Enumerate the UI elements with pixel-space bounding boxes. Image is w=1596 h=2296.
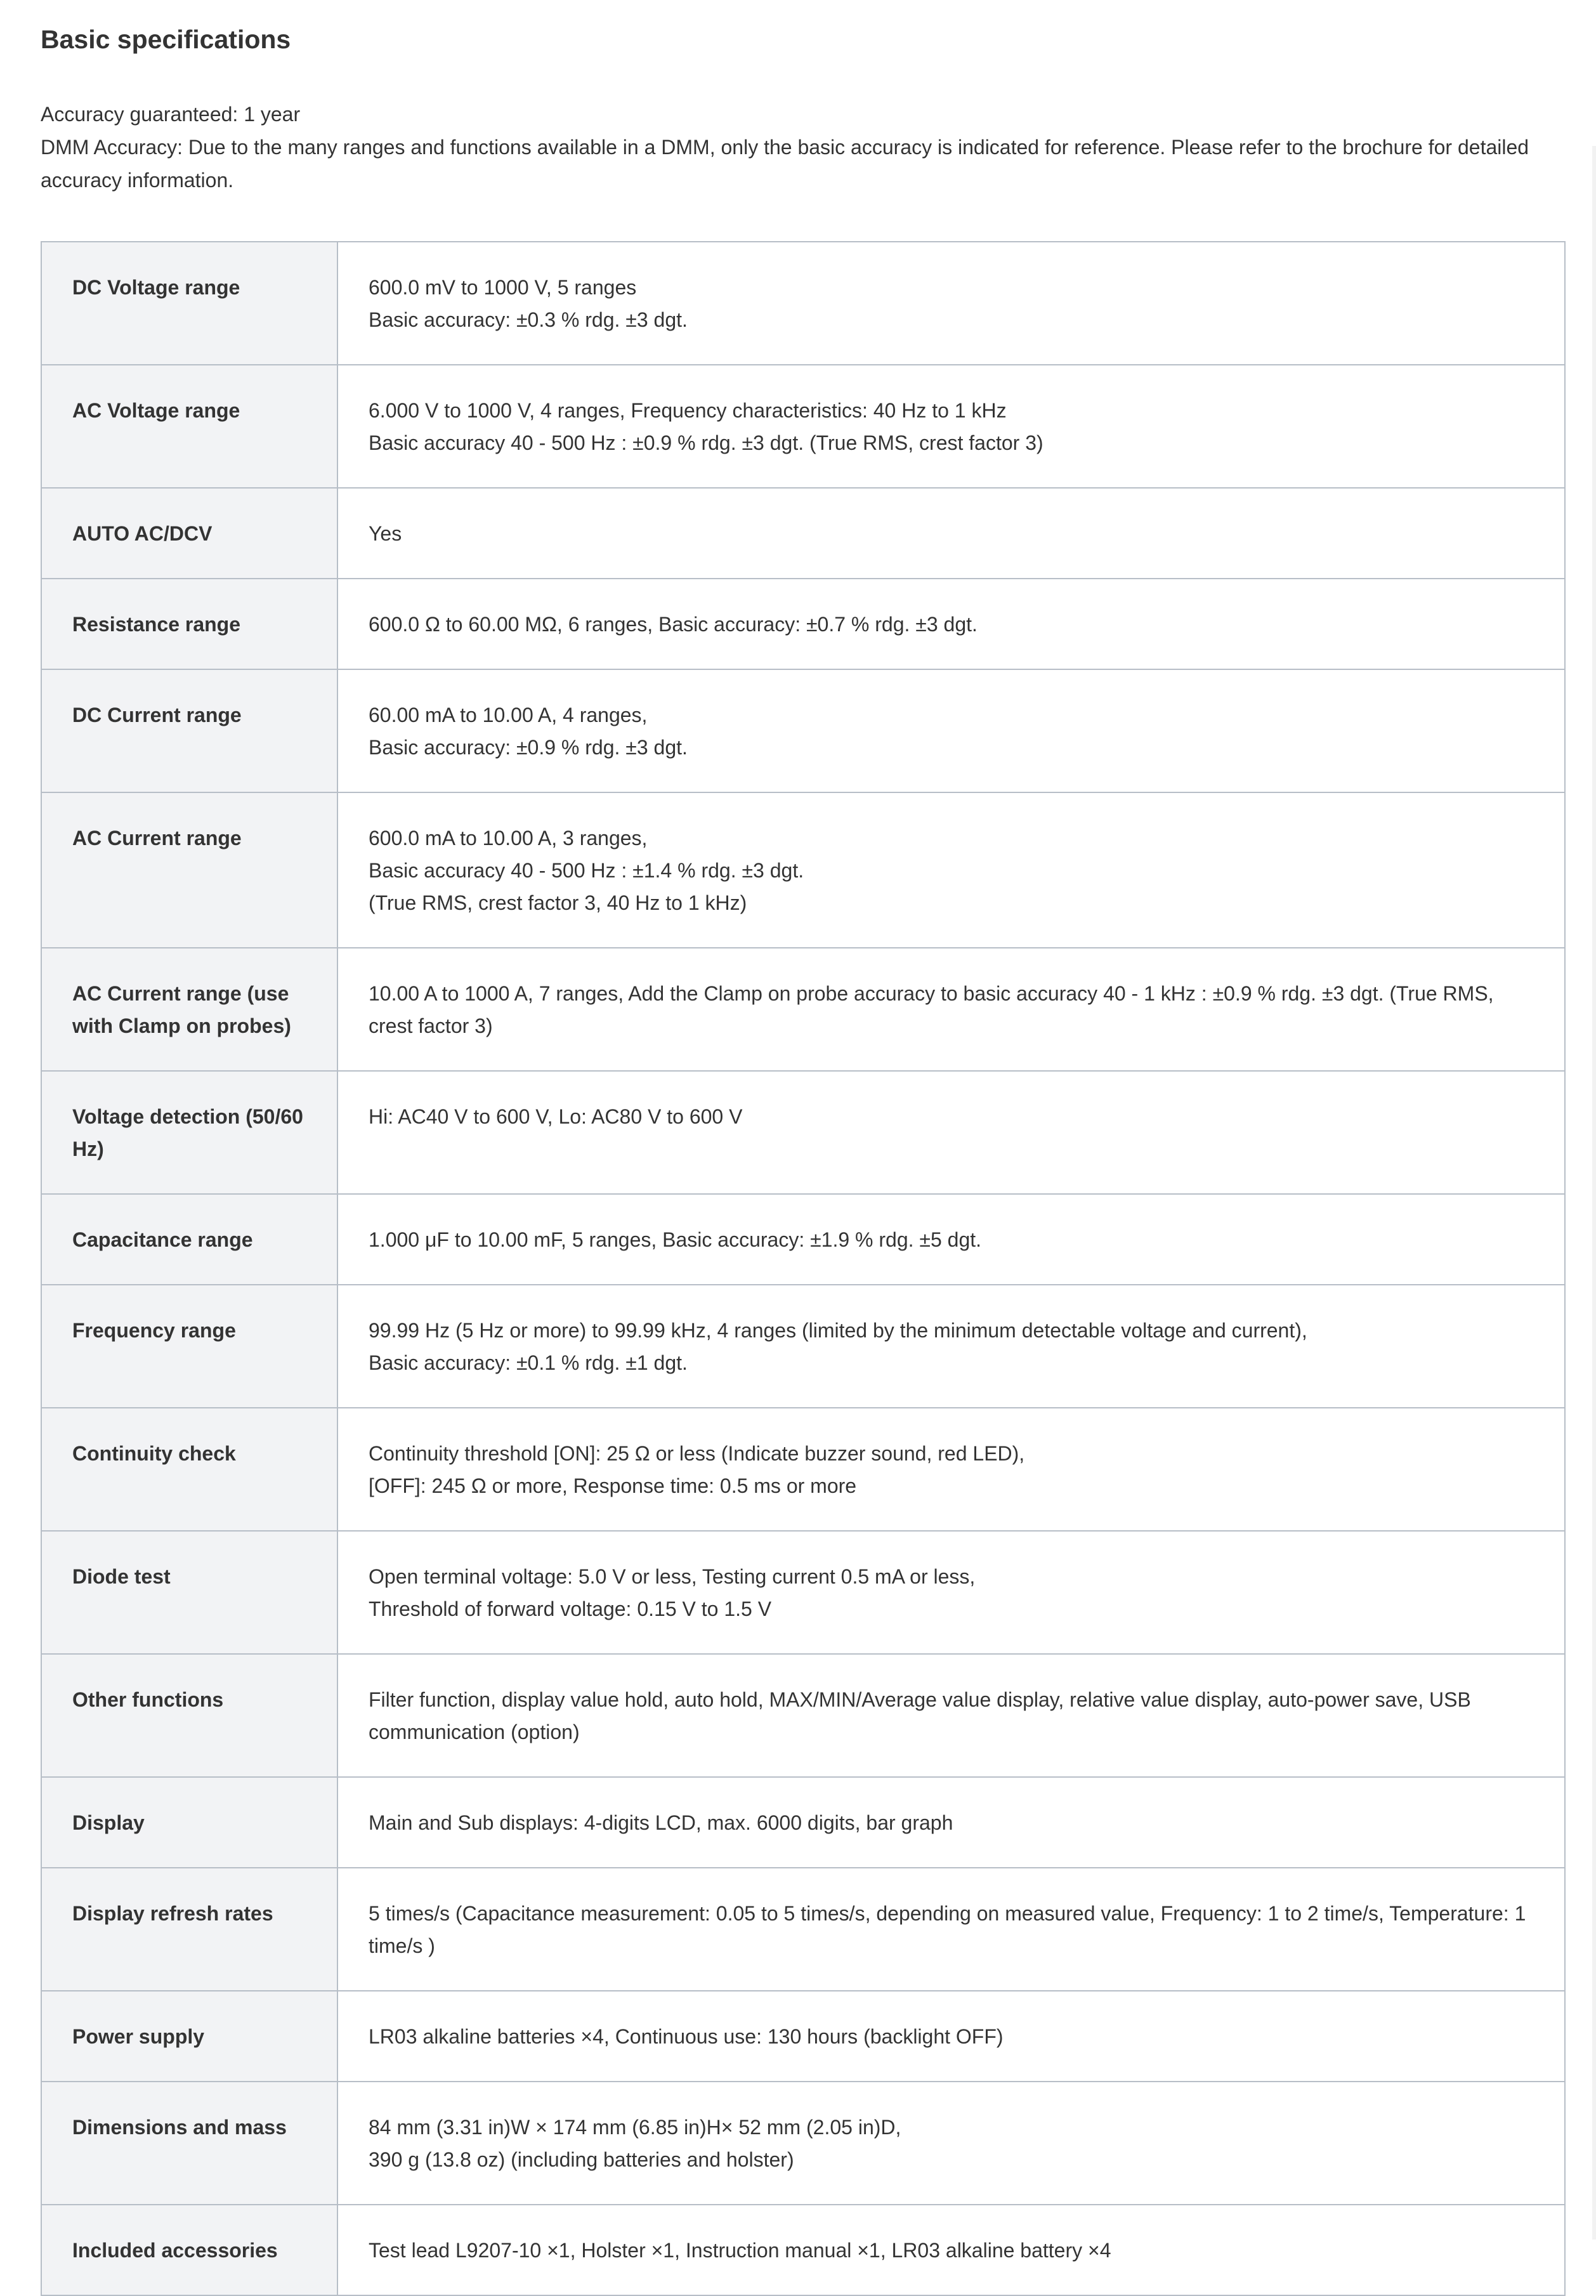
spec-label: AC Current range [41, 792, 337, 948]
spec-label: Power supply [41, 1991, 337, 2082]
spec-value: Filter function, display value hold, auto hold, MAX/MIN/Average value display, relative value display, auto-power save, USB communication (option) [337, 1654, 1565, 1777]
spec-value: 84 mm (3.31 in)W × 174 mm (6.85 in)H× 52 mm (2.05 in)D, 390 g (13.8 oz) (including batteries and holster) [337, 2082, 1565, 2205]
table-row [41, 1071, 1565, 1194]
spec-value: LR03 alkaline batteries ×4, Continuous use: 130 hours (backlight OFF) [337, 1991, 1565, 2082]
accuracy-guarantee-text: Accuracy guaranteed: 1 year [41, 103, 301, 126]
spec-table [41, 241, 1566, 2296]
spec-value: Yes [337, 488, 1565, 579]
spec-label: Diode test [41, 1531, 337, 1654]
spec-label: Display refresh rates [41, 1868, 337, 1991]
table-row [41, 242, 1565, 365]
spec-label: DC Current range [41, 669, 337, 792]
table-row [41, 1194, 1565, 1285]
spec-value: Continuity threshold [ON]: 25 Ω or less (Indicate buzzer sound, red LED), [OFF]: 245 Ω or more, Response time: 0.5 ms or more [337, 1408, 1565, 1531]
spec-label: Voltage detection (50/60 Hz) [41, 1071, 337, 1194]
spec-label: Dimensions and mass [41, 2082, 337, 2205]
spec-value: 600.0 mA to 10.00 A, 3 ranges, Basic accuracy 40 - 500 Hz : ±1.4 % rdg. ±3 dgt. (True RMS, crest factor 3, 40 Hz to 1 kHz) [337, 792, 1565, 948]
spec-value: Test lead L9207-10 ×1, Holster ×1, Instruction manual ×1, LR03 alkaline battery ×4 [337, 2205, 1565, 2295]
spec-label: Frequency range [41, 1285, 337, 1408]
table-row [41, 1531, 1565, 1654]
scrollbar-track [1592, 146, 1596, 2240]
page-title: Basic specifications [41, 25, 291, 54]
spec-label: Display [41, 1777, 337, 1868]
table-row [41, 2082, 1565, 2205]
spec-value: 60.00 mA to 10.00 A, 4 ranges, Basic accuracy: ±0.9 % rdg. ±3 dgt. [337, 669, 1565, 792]
spec-value: 5 times/s (Capacitance measurement: 0.05 to 5 times/s, depending on measured value, Frequency: 1 to 2 time/s, Temperature: 1 time/s ) [337, 1868, 1565, 1991]
spec-label: Included accessories [41, 2205, 337, 2295]
spec-value: 10.00 A to 1000 A, 7 ranges, Add the Clamp on probe accuracy to basic accuracy 40 - 1 kHz : ±0.9 % rdg. ±3 dgt. (True RMS, crest factor 3) [337, 948, 1565, 1071]
spec-label: AC Current range (use with Clamp on probes) [41, 948, 337, 1071]
spec-label: DC Voltage range [41, 242, 337, 365]
table-row [41, 579, 1565, 669]
dmm-accuracy-note: DMM Accuracy: Due to the many ranges and functions available in a DMM, only the basic accuracy is indicated for reference. Please refer to the brochure for detailed accuracy information. [41, 136, 1529, 192]
spec-label: Capacitance range [41, 1194, 337, 1285]
spec-value: 99.99 Hz (5 Hz or more) to 99.99 kHz, 4 ranges (limited by the minimum detectable voltage and current), Basic accuracy: ±0.1 % rdg. ±1 dgt. [337, 1285, 1565, 1408]
spec-label: AUTO AC/DCV [41, 488, 337, 579]
spec-value: 1.000 μF to 10.00 mF, 5 ranges, Basic accuracy: ±1.9 % rdg. ±5 dgt. [337, 1194, 1565, 1285]
spec-table-body [41, 242, 1565, 2295]
spec-label: Other functions [41, 1654, 337, 1777]
table-row [41, 488, 1565, 579]
spec-value: 600.0 Ω to 60.00 MΩ, 6 ranges, Basic accuracy: ±0.7 % rdg. ±3 dgt. [337, 579, 1565, 669]
spec-value: 6.000 V to 1000 V, 4 ranges, Frequency characteristics: 40 Hz to 1 kHz Basic accuracy 40 - 500 Hz : ±0.9 % rdg. ±3 dgt. (True RMS, crest factor 3) [337, 365, 1565, 488]
spec-value: Open terminal voltage: 5.0 V or less, Testing current 0.5 mA or less, Threshold of forward voltage: 0.15 V to 1.5 V [337, 1531, 1565, 1654]
table-row [41, 1991, 1565, 2082]
table-row [41, 1654, 1565, 1777]
spec-value: Hi: AC40 V to 600 V, Lo: AC80 V to 600 V [337, 1071, 1565, 1194]
spec-label: AC Voltage range [41, 365, 337, 488]
spec-label: Resistance range [41, 579, 337, 669]
table-row [41, 2205, 1565, 2295]
table-row [41, 1868, 1565, 1991]
table-row [41, 1285, 1565, 1408]
table-row [41, 1408, 1565, 1531]
spec-value: 600.0 mV to 1000 V, 5 ranges Basic accuracy: ±0.3 % rdg. ±3 dgt. [337, 242, 1565, 365]
table-row [41, 365, 1565, 488]
table-row [41, 792, 1565, 948]
spec-label: Continuity check [41, 1408, 337, 1531]
intro-text [41, 98, 1564, 197]
table-row [41, 1777, 1565, 1868]
spec-value: Main and Sub displays: 4-digits LCD, max. 6000 digits, bar graph [337, 1777, 1565, 1868]
table-row [41, 948, 1565, 1071]
table-row [41, 669, 1565, 792]
